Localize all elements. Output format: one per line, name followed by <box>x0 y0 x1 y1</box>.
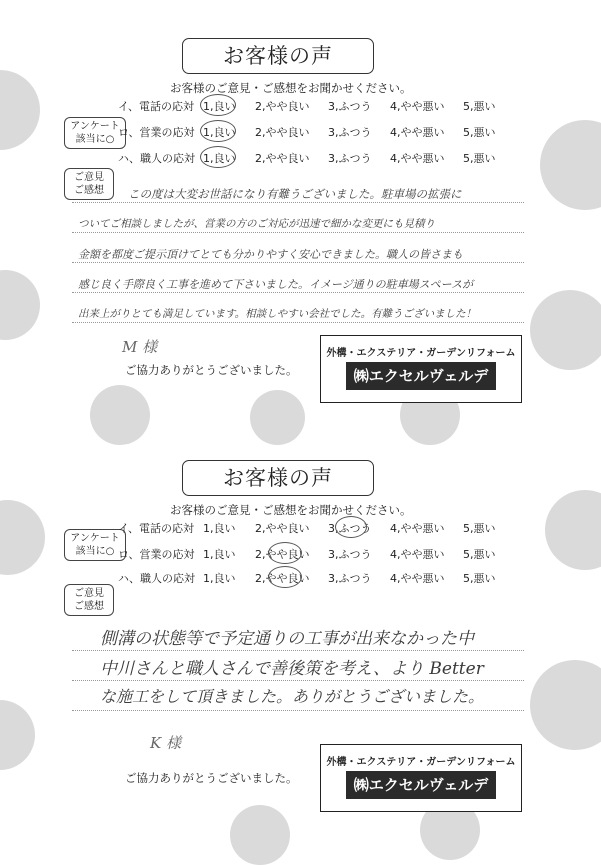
comment-line: 出来上がりとても満足しています。相談しやすい会社でした。有難うございました！ <box>78 308 477 320</box>
review-card-1 <box>0 0 601 421</box>
card-subtitle: お客様のご意見・ご感想をお聞かせください。 <box>170 503 412 517</box>
option-fairly-good[interactable]: 2,やや良い <box>255 548 310 561</box>
option-fairly-bad[interactable]: 4,やや悪い <box>390 548 445 561</box>
option-average[interactable]: 3,ふつう <box>328 100 372 113</box>
company-logo: ㈱エクセルヴェルデ <box>346 771 496 799</box>
brand-tagline: 外構・エクステリア・ガーデンリフォーム <box>326 348 516 359</box>
brand-tagline: 外構・エクステリア・ガーデンリフォーム <box>326 757 516 768</box>
option-fairly-good[interactable]: 2,やや良い <box>255 572 310 585</box>
option-fairly-good[interactable]: 2,やや良い <box>255 152 310 165</box>
option-fairly-bad[interactable]: 4,やや悪い <box>390 100 445 113</box>
customer-signature: M 様 <box>122 338 158 356</box>
comment-line: な施工をして頂きました。ありがとうございました。 <box>100 687 485 706</box>
option-bad[interactable]: 5,悪い <box>463 572 496 585</box>
comment-line: 感じ良く手際良く工事を進めて下さいました。イメージ通りの駐車場スペースが <box>78 278 474 291</box>
customer-signature: K 様 <box>150 734 181 752</box>
rating-row-craftsman: ハ、職人の応対 1,良い 2,やや良い 3,ふつう 4,やや悪い 5,悪い <box>118 570 538 586</box>
option-good[interactable]: 1,良い <box>203 152 236 165</box>
option-fairly-good[interactable]: 2,やや良い <box>255 100 310 113</box>
option-good[interactable]: 1,良い <box>203 126 236 139</box>
survey-label: アンケート 該当に○ <box>64 529 126 561</box>
card-title: お客様の声 <box>182 460 374 496</box>
comment-line: この度は大変お世話になり有難うございました。駐車場の拡張に <box>128 187 462 201</box>
option-good[interactable]: 1,良い <box>203 100 236 113</box>
option-average[interactable]: 3,ふつう <box>328 572 372 585</box>
card-title: お客様の声 <box>182 38 374 74</box>
option-average[interactable]: 3,ふつう <box>328 548 372 561</box>
opinion-label: ご意見 ご感想 <box>64 584 114 616</box>
selection-circle <box>200 94 236 116</box>
selection-circle <box>268 566 302 588</box>
selection-circle <box>200 146 236 168</box>
option-fairly-good[interactable]: 2,やや良い <box>255 522 310 535</box>
option-bad[interactable]: 5,悪い <box>463 126 496 139</box>
selection-circle <box>200 120 236 142</box>
rating-row-phone: イ、電話の応対 1,良い 2,やや良い 3,ふつう 4,やや悪い 5,悪い <box>118 98 538 114</box>
company-brand <box>320 744 522 812</box>
option-fairly-bad[interactable]: 4,やや悪い <box>390 126 445 139</box>
option-fairly-bad[interactable]: 4,やや悪い <box>390 572 445 585</box>
option-bad[interactable]: 5,悪い <box>463 100 496 113</box>
rating-row-sales: ロ、営業の応対 1,良い 2,やや良い 3,ふつう 4,やや悪い 5,悪い <box>118 546 538 562</box>
option-bad[interactable]: 5,悪い <box>463 522 496 535</box>
option-fairly-bad[interactable]: 4,やや悪い <box>390 152 445 165</box>
option-average[interactable]: 3,ふつう <box>328 126 372 139</box>
opinion-label: ご意見 ご感想 <box>64 168 114 200</box>
rating-row-phone: イ、電話の応対 1,良い 2,やや良い 3,ふつう 4,やや悪い 5,悪い <box>118 520 538 536</box>
rating-row-craftsman: ハ、職人の応対 1,良い 2,やや良い 3,ふつう 4,やや悪い 5,悪い <box>118 150 538 166</box>
option-bad[interactable]: 5,悪い <box>463 548 496 561</box>
option-fairly-good[interactable]: 2,やや良い <box>255 126 310 139</box>
thanks-message: ご協力ありがとうございました。 <box>125 363 298 377</box>
selection-circle <box>335 516 367 538</box>
survey-label: アンケート 該当に○ <box>64 117 126 149</box>
company-brand <box>320 335 522 403</box>
option-bad[interactable]: 5,悪い <box>463 152 496 165</box>
rating-row-sales: ロ、営業の応対 1,良い 2,やや良い 3,ふつう 4,やや悪い 5,悪い <box>118 124 538 140</box>
selection-circle <box>268 542 302 564</box>
company-logo: ㈱エクセルヴェルデ <box>346 362 496 390</box>
option-good[interactable]: 1,良い <box>203 548 236 561</box>
card-subtitle: お客様のご意見・ご感想をお聞かせください。 <box>170 81 412 95</box>
review-card-2 <box>0 422 601 843</box>
thanks-message: ご協力ありがとうございました。 <box>125 771 298 785</box>
option-good[interactable]: 1,良い <box>203 572 236 585</box>
option-good[interactable]: 1,良い <box>203 522 236 535</box>
option-average[interactable]: 3,ふつう <box>328 522 372 535</box>
comment-line: 金額を都度ご提示頂けてとても分かりやすく安心できました。職人の皆さまも <box>78 248 463 261</box>
comment-line: 側溝の状態等で予定通りの工事が出来なかった中 <box>100 629 474 649</box>
option-fairly-bad[interactable]: 4,やや悪い <box>390 522 445 535</box>
comment-line: ついてご相談しましたが、営業の方のご対応が迅速で細かな変更にも見積り <box>78 218 435 230</box>
comment-line: 中川さんと職人さんで善後策を考え、より Better <box>100 659 484 679</box>
option-average[interactable]: 3,ふつう <box>328 152 372 165</box>
